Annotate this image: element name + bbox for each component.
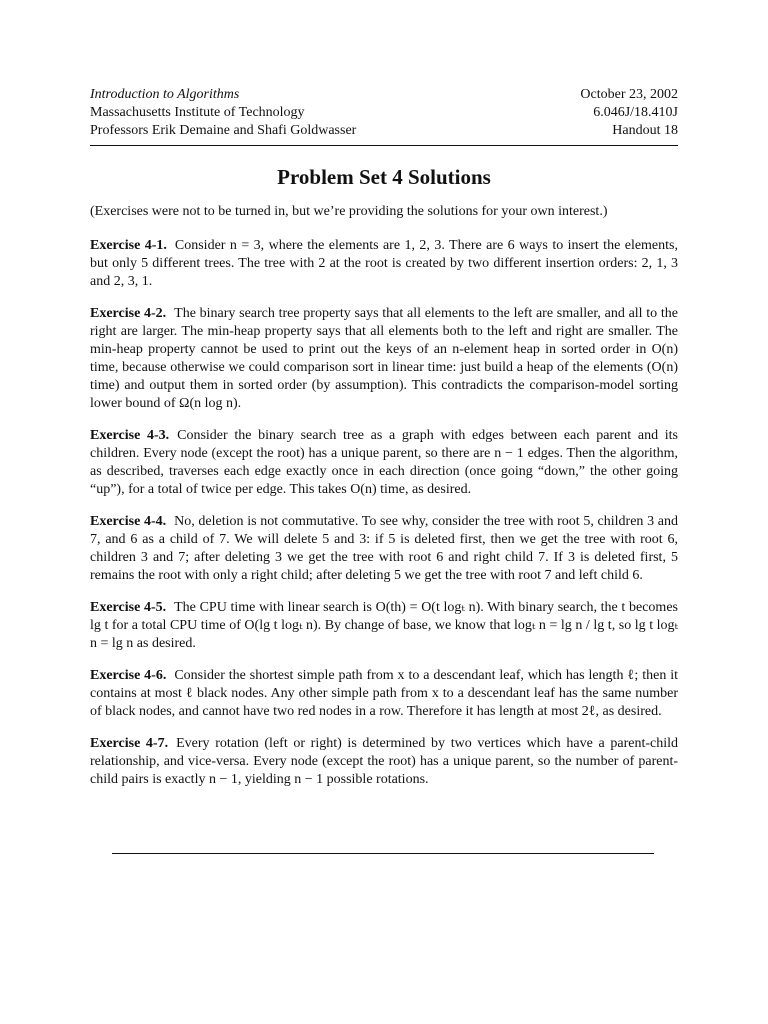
handout-header [90, 86, 678, 140]
exercise-label: Exercise 4-7. [90, 736, 169, 751]
exercise-label: Exercise 4-4. [90, 514, 167, 529]
exercise-text: Consider n = 3, where the elements are 1, 2, 3. There are 6 ways to insert the elements, but only 5 different trees. The tree with 2 at the root is created by two different insertion orders: 2, 1, 3 and 2, 3, 1. [90, 238, 678, 289]
exercise-text: The CPU time with linear search is O(th) = O(t logₜ n). With binary search, the t becomes lg t for a total CPU time of O(lg t logₜ n). By change of base, we know that logₜ n = lg n / lg t, so lg t logₜ n = lg n as desired. [90, 600, 678, 651]
exercise-label: Exercise 4-1. [90, 238, 167, 253]
exercise-label: Exercise 4-2. [90, 306, 167, 321]
exercise-4-1 [90, 237, 678, 291]
professors: Professors Erik Demaine and Shafi Goldwasser [90, 123, 357, 138]
handout-number: Handout 18 [612, 123, 678, 138]
course-number: 6.046J/18.410J [593, 105, 678, 120]
institution: Massachusetts Institute of Technology [90, 105, 305, 120]
exercise-4-4 [90, 513, 678, 585]
exercise-text: Every rotation (left or right) is determined by two vertices which have a parent-child relationship, and vice-versa. Every node (except the root) has a unique parent, so the number of parent-child pairs is exactly n − 1, yielding n − 1 possible rotations. [90, 736, 678, 787]
course-title: Introduction to Algorithms [90, 87, 240, 102]
exercise-4-2 [90, 305, 678, 413]
header-right [580, 86, 678, 140]
header-rule [90, 145, 678, 146]
page-title: Problem Set 4 Solutions [277, 165, 491, 189]
header-left [90, 86, 356, 140]
exercise-text: The binary search tree property says that all elements to the left are smaller, and all to the right are larger. The min-heap property says that all elements both to the left and right are smaller. The min-heap property cannot be used to print out the keys of an n-element heap in sorted order in O(n) time, because otherwise we could comparison sort in linear time: just build a heap of the elements (O(n) time) and output them in sorted order (by assumption). This contradicts the comparison-model sorting lower bound of Ω(n log n). [90, 306, 678, 411]
intro-note: (Exercises were not to be turned in, but we’re providing the solutions for your own interest.) [90, 204, 608, 219]
exercise-4-7 [90, 735, 678, 789]
exercise-label: Exercise 4-5. [90, 600, 167, 615]
exercise-text: No, deletion is not commutative. To see why, consider the tree with root 5, children 3 and 7, and 6 as a child of 7. We will delete 5 and 3: if 5 is deleted first, then we get the tree with root 6, children 3 and 7; after deleting 3 we get the tree with root 6 and right child 7. If 3 is deleted first, 5 remains the root with only a right child; after deleting 5 we get the tree with root 7 and left child 6. [90, 514, 678, 583]
exercise-4-5 [90, 599, 678, 653]
exercise-label: Exercise 4-6. [90, 668, 167, 683]
exercise-text: Consider the shortest simple path from x to a descendant leaf, which has length ℓ; then it contains at most ℓ black nodes. Any other simple path from x to a descendant leaf has the same number of black nodes, and cannot have two red nodes in a row. Therefore it has length at most 2ℓ, as desired. [90, 668, 678, 719]
end-rule [112, 853, 654, 854]
document-page [90, 86, 678, 803]
exercise-4-6 [90, 667, 678, 721]
exercise-label: Exercise 4-3. [90, 428, 170, 443]
exercise-text: Consider the binary search tree as a graph with edges between each parent and its children. Every node (except the root) has a unique parent, so there are n − 1 edges. Then the algorithm, as described, traverses each edge exactly once in each direction (once going “down,” the other going “up”), for a total of twice per edge. This takes O(n) time, as desired. [90, 428, 678, 497]
handout-date: October 23, 2002 [580, 87, 678, 102]
exercise-4-3 [90, 427, 678, 499]
